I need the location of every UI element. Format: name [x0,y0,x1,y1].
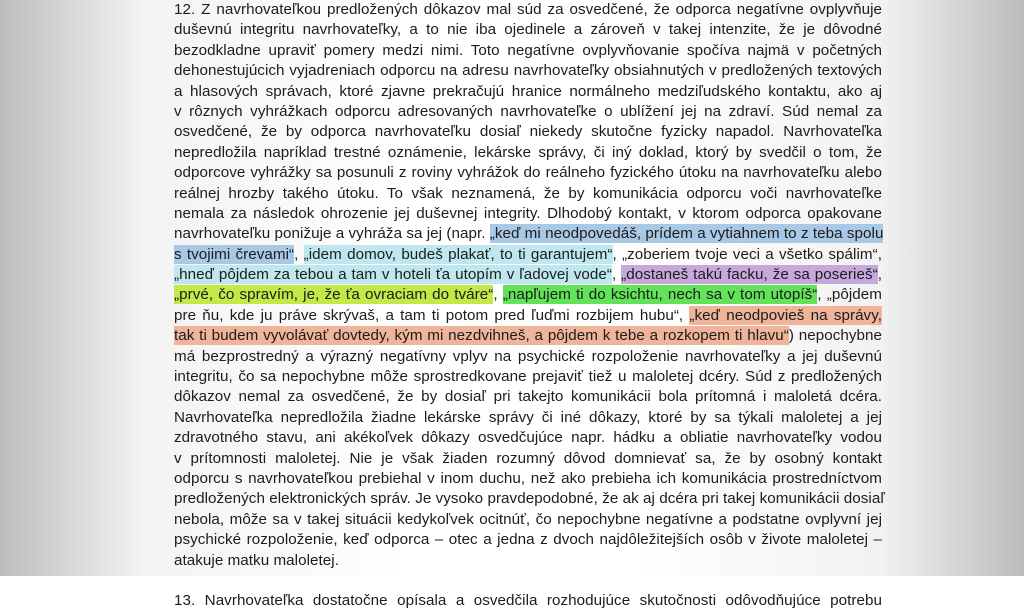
quote-3: „zoberiem tvoje veci a všetko spálim“, [622,245,882,263]
text-line: osvedčené, že by odporca navrhovateľku dosiaľ niekedy skutočne fyzicky napadol. Navrhovateľka [174,123,882,141]
quote-7: „pôjdem [826,286,883,304]
separator: , [611,266,622,284]
text-line-quotes-5 [174,306,882,326]
separator: , [294,245,304,263]
text-line: nebola, môže sa v takej situácii kedykoľvek ocitnúť, čo nepochybne negatívne a podstatne ovplyvní jej [174,510,882,528]
separator: , [817,286,827,304]
text-line: odporcove vyhrážky sa posunuli z roviny vyhrážok do reálneho fyzického útoku na navrhovateľku alebo [174,164,882,182]
highlight-quote-8-cont: tak ti budem vyvolávať dovtedy, kým mi nezdvihneš, a pôjdem k tebe a rozkopem ti hlavu“ [174,327,789,345]
separator: , [612,245,623,263]
text-line: psychické rozpoloženie, keď odporca – otec a jedna z dvoch najdôležitejších osôb v živote maloletej – [174,531,882,549]
text-line: 12. Z navrhovateľkou predložených dôkazov mal súd za osvedčené, že odporca negatívne ovplyvňuje [174,1,882,18]
highlight-quote-5: „prvé, čo spravím, je, že ťa ovraciam do tváre“ [174,286,494,304]
text-line: dôkazov nemal za osvedčené, že by dosiaľ pri takejto komunikácii bola prítomná i maloletá dcéra. [174,388,882,406]
text-line: bezodkladne upraviť pomery medzi nimi. Toto negatívne ovplyvňovanie spočíva najmä v početných [174,41,882,59]
closing-paren: ) [788,327,794,345]
highlight-quote-2: „idem domov, budeš plakať, to ti garantujem“ [303,245,613,263]
text-line: odporcu s navrhovateľkou prebiehal v inom duchu, než ako prebieha ich komunikácia prostredníctvom [174,469,882,487]
separator: , [877,266,882,284]
document-text [174,0,885,612]
text-line: a hlasových správach, ktoré zjavne prekračujú hranice normálneho medziľudského kontaktu, ako aj [174,82,882,100]
text-line: duševnú integritu navrhovateľky, a to nie iba ojedinele a zároveň v takej intenzite, že je dôvodné [174,21,882,39]
separator: , [493,286,503,304]
highlight-quote-4: „dostaneš takú facku, že sa poserieš“ [621,266,878,284]
highlight-quote-1: „keď mi neodpovedáš, prídem a vytiahnem to z teba spolu [489,225,884,243]
text-line-quotes-2 [174,245,882,265]
highlight-quote-6: „napľujem ti do ksichtu, nech sa v tom utopíš“ [502,286,818,304]
text-line-quotes-4 [174,285,882,305]
text-line: zdravotného stavu, ani akékoľvek dôkazy osvedčujúce napr. hádku a obliatie navrhovateľky vodou [174,429,882,447]
text-tail: nepochybne [793,327,883,345]
text-line-quotes-1 [174,224,882,244]
text-line-last: atakuje matku maloletej. [174,551,339,569]
text-line: nepredložila napríklad trestné oznámenie, lekárske správy, či iný doklad, ktorý by svedčil o tom, že [174,143,882,161]
text-line: má bezprostredný a výrazný negatívny vplyv na psychické rozpoloženie navrhovateľky a jej duševnú [174,347,882,365]
paragraph-gap [174,571,882,591]
text-line-quotes-6 [174,326,882,346]
highlight-quote-1-cont: s tvojimi črevami“ [174,245,295,263]
highlight-quote-3: „hneď pôjdem za tebou a tam v hoteli ťa utopím v ľadovej vode“ [174,266,612,284]
quote-7-cont: pre ňu, kde ju práve skrývaš, a tam ti potom pred ľuďmi rozbijem hubu“, [174,306,684,324]
quote-intro: navrhovateľku ponižuje a vyhráža sa jej (napr. [174,225,490,243]
text-line-quotes-3 [174,265,882,285]
text-line: dehonestujúcich vyjadreniach odporcu na adresu navrhovateľky obsiahnutých v predložených textových [174,62,882,80]
text-line: integritu, čo sa nepochybne môže sprostredkovane prejaviť tiež u maloletej dcéry. Súd z predložených [174,368,882,386]
highlight-quote-8: „keď neodpovieš na správy, [689,306,882,324]
text-line: Navrhovateľka nepredložila žiadne lekárske správy či iné dôkazy, ktoré by sa týkali maloletej a jej [174,408,882,426]
text-line: predložených elektronických správ. Je vysoko pravdepodobné, že ak aj dcéra pri takej komunikácii dosiaľ [174,490,885,508]
text-line: v prítomnosti maloletej. Nie je však žiaden rozumný dôvod domnievať sa, že by osobný kontakt [174,449,882,467]
text-line: reálnej hrozby takého útoku. To však neznamená, že by komunikácia odporcu voči navrhovateľke [174,184,882,202]
text-line: v rôznych vyhrážkach odporcu adresovaných navrhovateľke o ublížení jej na zdraví. Súd nemal za [174,102,882,120]
paragraph-13-first-line: 13. Navrhovateľka dostatočne opísala a osvedčila rozhodujúce skutočnosti odôvodňujúce potrebu [174,592,882,610]
text-line: nemala za následok ohrozenie jej duševnej integrity. Dlhodobý kontakt, v ktorom odporca opakovane [174,204,882,222]
